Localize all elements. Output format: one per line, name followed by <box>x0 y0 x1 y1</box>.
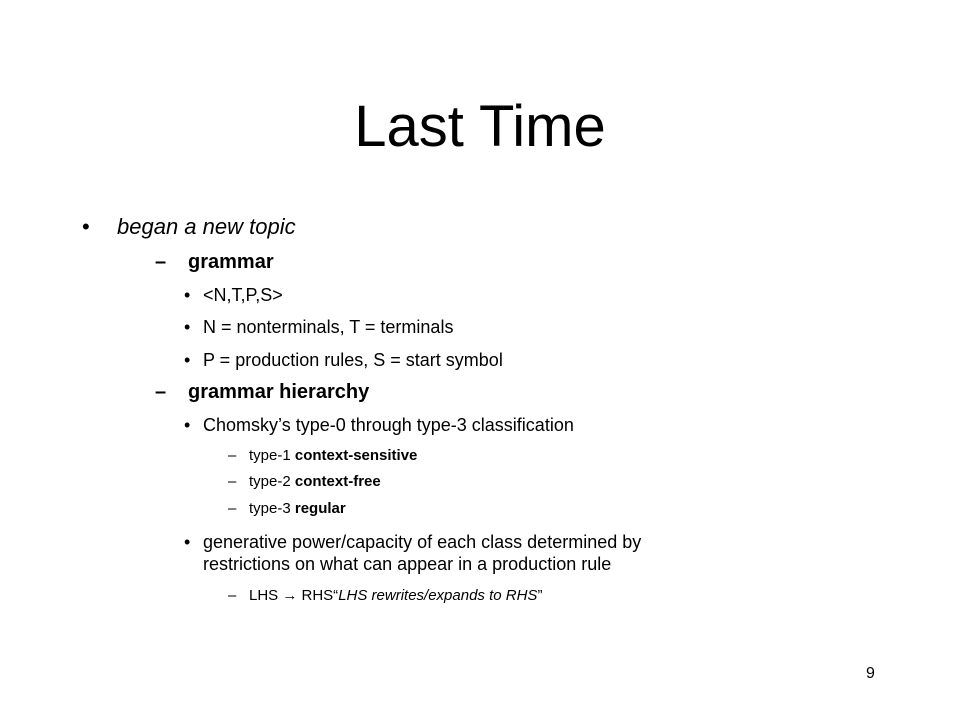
type-label: regular <box>294 500 346 517</box>
type-prefix: type-1 <box>249 447 295 464</box>
type-item <box>249 500 346 518</box>
dash-icon: – <box>228 500 237 517</box>
bullet-icon: • <box>184 350 191 370</box>
bullet-icon: • <box>184 317 191 337</box>
type-label: context-sensitive <box>294 447 418 464</box>
topic-bullet-text: began a new topic <box>117 214 296 239</box>
grammar-heading: grammar <box>188 251 274 273</box>
bullet-icon: • <box>82 214 90 239</box>
dash-icon: – <box>228 587 237 604</box>
rule-closing: ” <box>537 587 543 604</box>
dash-icon: – <box>228 447 237 464</box>
type-item <box>249 473 381 491</box>
generative-text-line-2: restrictions on what can appear in a production rule <box>203 554 612 574</box>
page-number: 9 <box>866 665 875 682</box>
generative-text-line-1: generative power/capacity of each class determined by <box>203 532 642 552</box>
dash-icon: – <box>155 381 167 403</box>
grammar-hierarchy-heading: grammar hierarchy <box>188 381 370 403</box>
slide-title: Last Time <box>354 94 606 159</box>
type-label: context-free <box>294 473 381 490</box>
type-prefix: type-2 <box>249 473 295 490</box>
rule-italic: LHS rewrites/expands to RHS <box>338 587 538 604</box>
grammar-item: N = nonterminals, T = terminals <box>203 317 454 337</box>
grammar-item: P = production rules, S = start symbol <box>203 350 503 370</box>
bullet-icon: • <box>184 415 191 435</box>
classification-text: Chomsky’s type-0 through type-3 classification <box>203 415 574 435</box>
grammar-item: <N,T,P,S> <box>203 285 283 305</box>
type-prefix: type-3 <box>249 500 295 517</box>
production-rule <box>249 587 542 605</box>
dash-icon: – <box>155 251 167 273</box>
bullet-icon: • <box>184 532 191 552</box>
type-item <box>249 447 417 465</box>
rule-plain: LHS → RHS“ <box>249 587 339 604</box>
bullet-icon: • <box>184 285 191 305</box>
dash-icon: – <box>228 473 237 490</box>
